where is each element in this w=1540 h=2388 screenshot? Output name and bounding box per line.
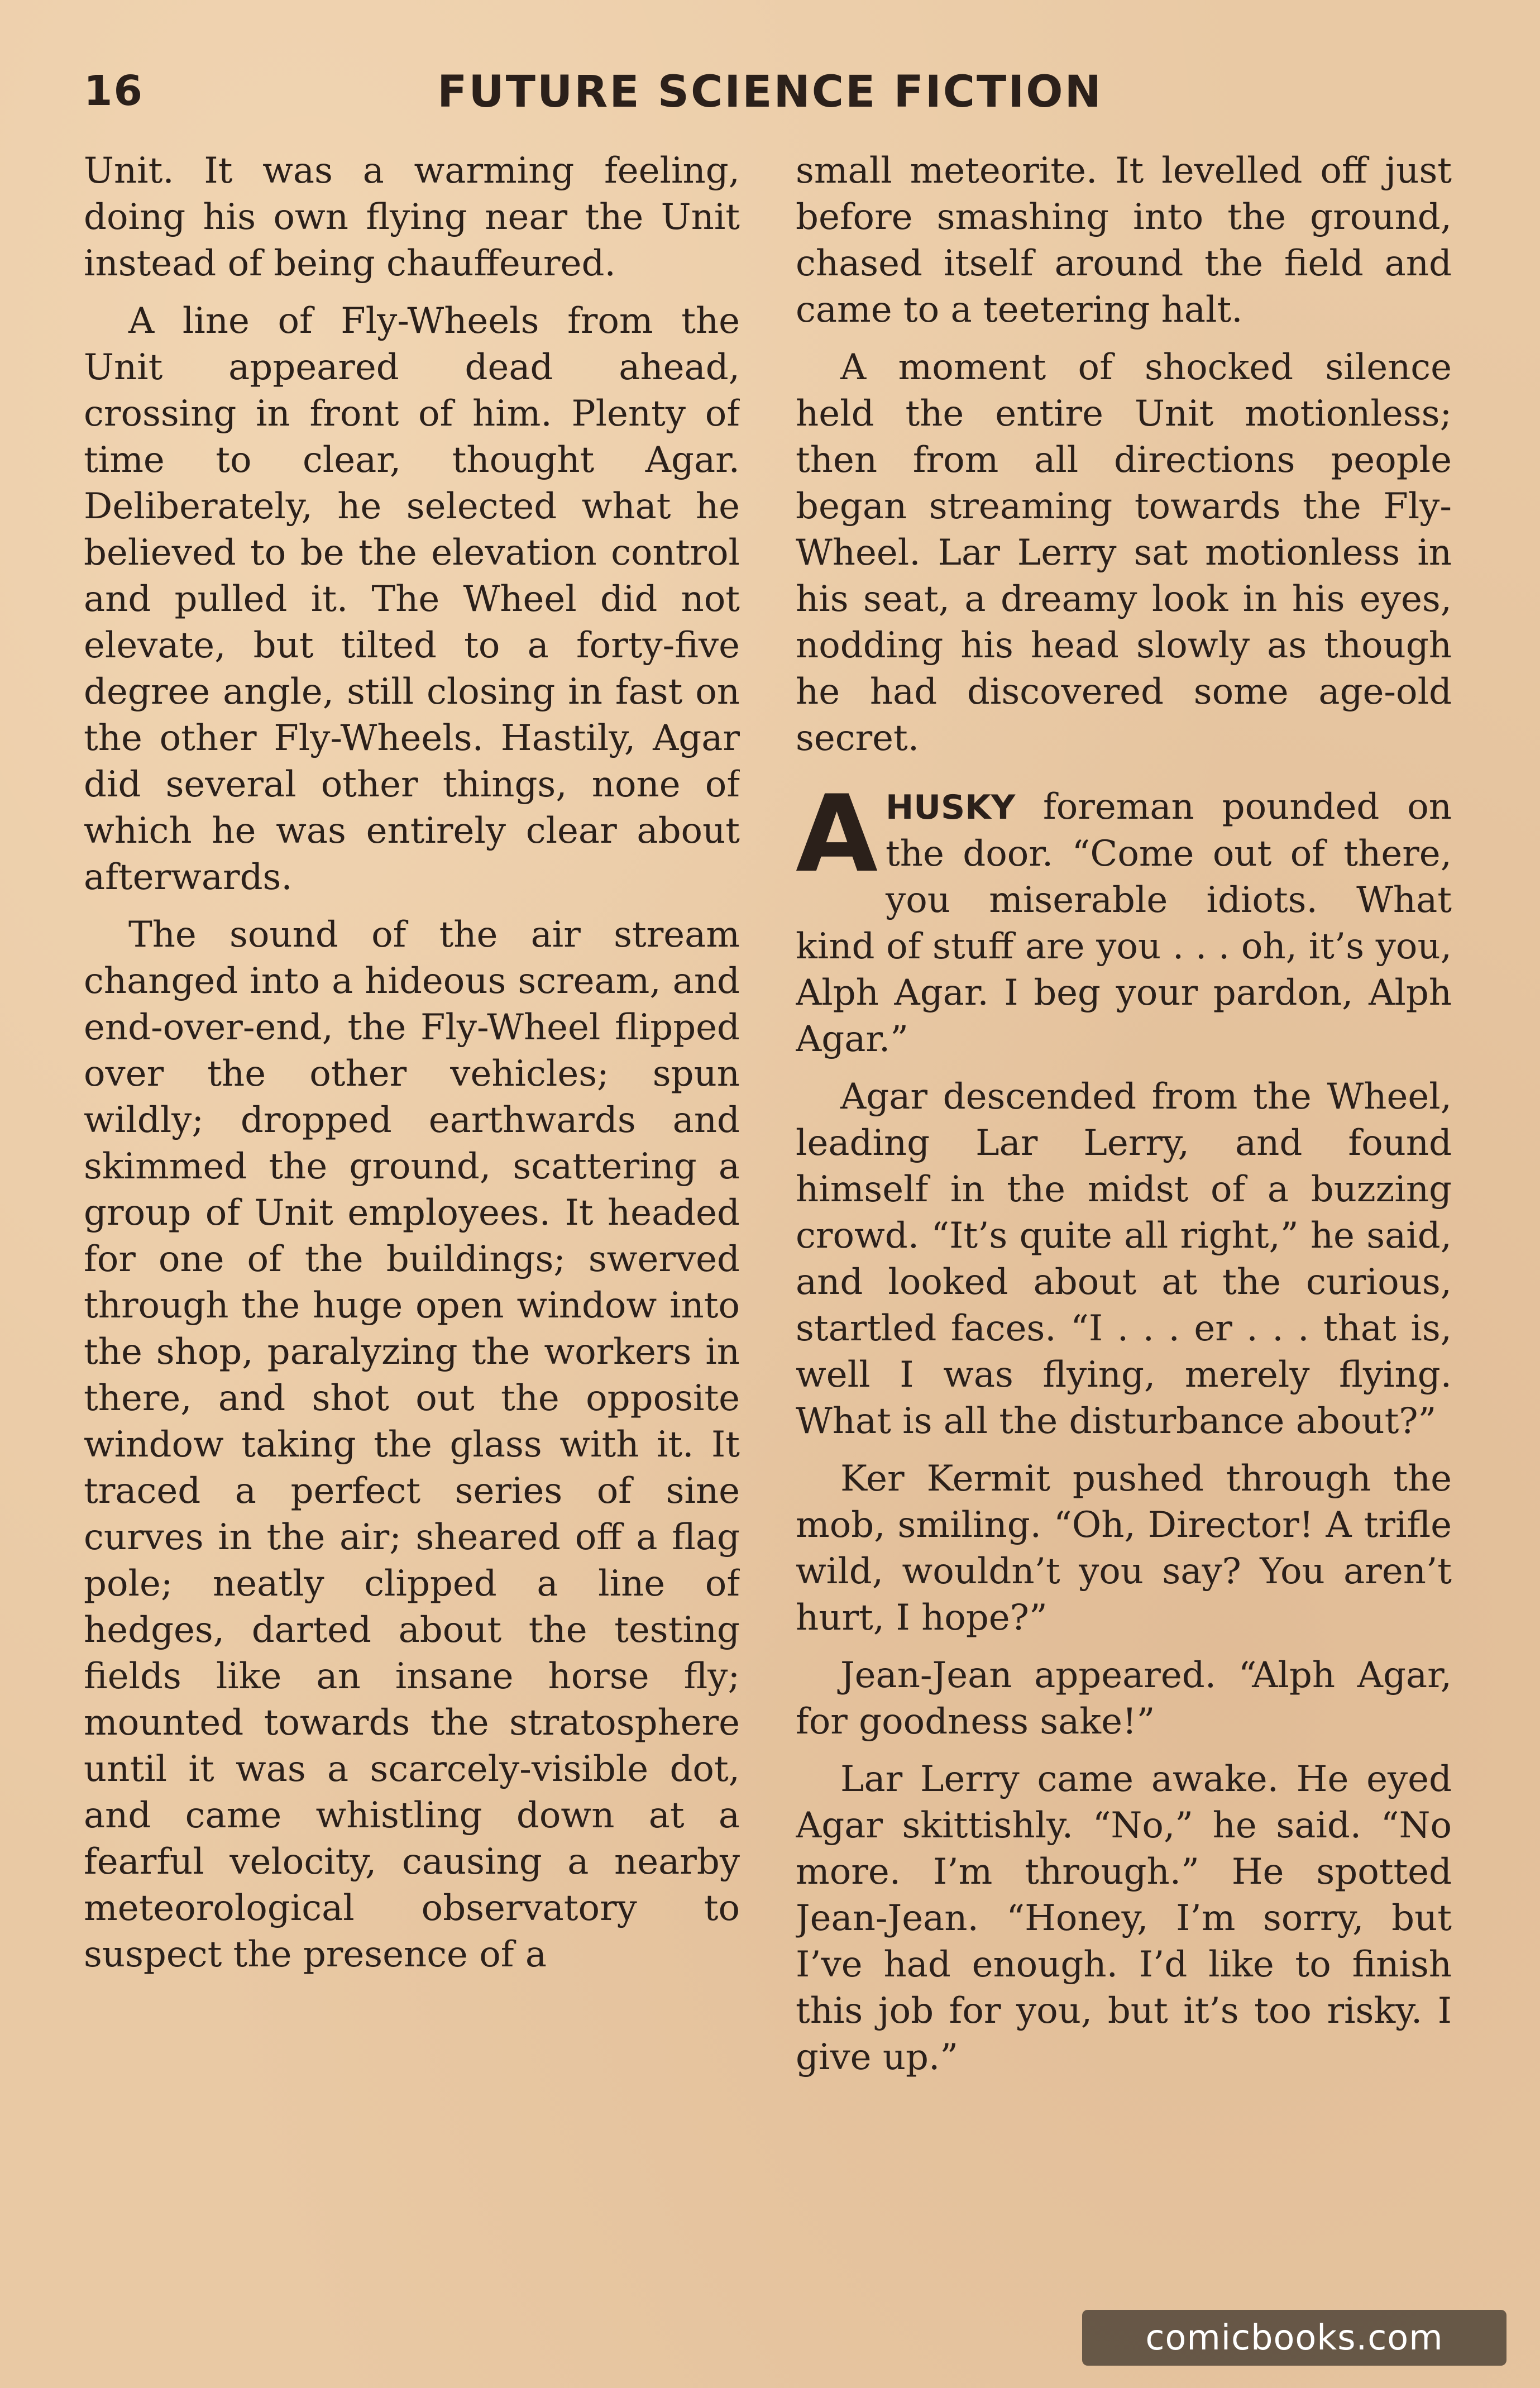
paragraph: Jean-Jean appeared. “Alph Agar, for goodness sake!” (796, 1655, 1452, 1742)
page-number: 16 (84, 67, 144, 115)
page-header (84, 67, 1456, 134)
paragraph: A line of Fly-Wheels from the Unit appeared dead ahead, crossing in front of him. Plenty of time to clear, thought Agar. Deliberately, he selected what he believed to be the elevation control and pulled it. The Wheel did not elevate, but tilted to a forty-five degree angle, still closing in fast on the other Fly-Wheels. Hastily, Agar did several other things, none of which he was entirely clear about afterwards. (84, 300, 740, 898)
smallcaps-lead: HUSKY (886, 788, 1016, 827)
paragraph: Unit. It was a warming feeling, doing his own flying near the Unit instead of being chauffeured. (84, 150, 740, 284)
dropcap-paragraph (796, 772, 1452, 1063)
watermark: comicbooks.com (1082, 2310, 1506, 2366)
paragraph: Agar descended from the Wheel, leading Lar Lerry, and found himself in the midst of a buzzing crowd. “It’s quite all right,” he said, and looked about at the curious, startled faces. “I . . . er . . . that is, well I was flying, merely flying. What is all the disturbance about?” (796, 1076, 1452, 1442)
paragraph: The sound of the air stream changed into a hideous scream, and end-over-end, the Fly-Wheel flipped over the other vehicles; spun wildly; dropped earthwards and skimmed the ground, scattering a group of Unit employees. It headed for one of the buildings; swerved through the huge open window into the shop, paralyzing the workers in there, and shot out the opposite window taking the glass with it. It traced a perfect series of sine curves in the air; sheared off a flag pole; neatly clipped a line of hedges, darted about the testing fields like an insane horse fly; mounted towards the stratosphere until it was a scarcely-visible dot, and came whistling down at a fearful velocity, causing a nearby meteorological observatory to suspect the presence of a (84, 914, 740, 1975)
paragraph: Ker Kermit pushed through the mob, smiling. “Oh, Director! A trifle wild, wouldn’t you say? You aren’t hurt, I hope?” (796, 1458, 1452, 1639)
left-column (84, 148, 740, 2304)
right-column (796, 148, 1452, 2304)
dropcap-paragraph-text: foreman pounded on the door. “Come out of there, you miserable idiots. What kind of stuff are you . . . oh, it’s you, Alph Agar. I beg your pardon, Alph Agar.” (796, 786, 1452, 1060)
running-title: FUTURE SCIENCE FICTION (437, 67, 1103, 117)
paragraph: A moment of shocked silence held the entire Unit motionless; then from all directions people began streaming towards the Fly-Wheel. Lar Lerry sat motionless in his seat, a dreamy look in his eyes, nodding his head slowly as though he had discovered some age-old secret. (796, 347, 1452, 759)
paragraph: Lar Lerry came awake. He eyed Agar skittishly. “No,” he said. “No more. I’m through.” He spotted Jean-Jean. “Honey, I’m sorry, but I’ve had enough. I’d like to finish this job for you, but it’s too risky. I give up.” (796, 1759, 1452, 2078)
paragraph: small meteorite. It levelled off just before smashing into the ground, chased itself around the field and came to a teetering halt. (796, 150, 1452, 331)
drop-cap: A (796, 772, 878, 896)
